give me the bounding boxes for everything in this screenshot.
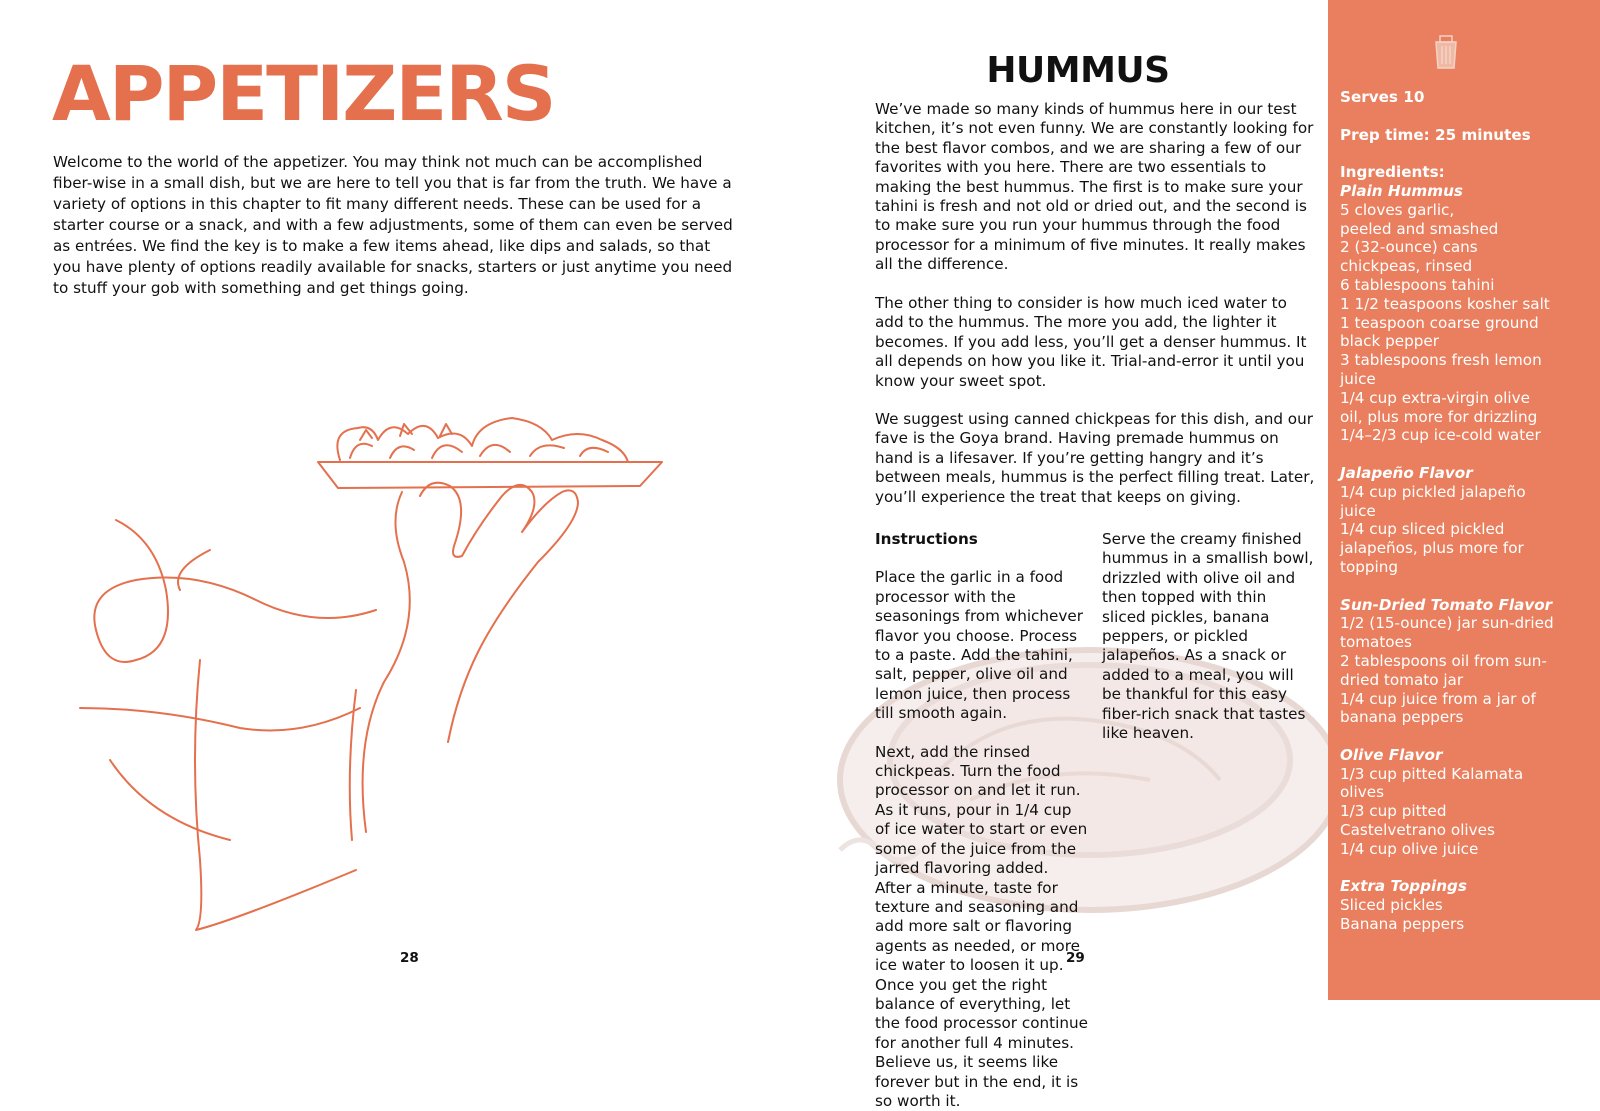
- ingredient-line: 1 1/2 teaspoons kosher salt: [1340, 294, 1550, 313]
- intro-paragraph-3: We suggest using canned chickpeas for this dish, and our fave is the Goya brand. Having premade hummus on hand is a lifesaver. If you’re getting hangry and it’s between meals, hummus is the perfect filling treat. Later, you’ll experience the treat that keeps on giving.: [875, 410, 1315, 506]
- ingredient-line: 1/3 cup pitted Kalamata: [1340, 764, 1524, 783]
- ingredient-line: oil, plus more for drizzling: [1340, 407, 1538, 426]
- ingredient-line: 1/4 cup olive juice: [1340, 839, 1479, 858]
- ingredient-line: peeled and smashed: [1340, 219, 1499, 238]
- ingredient-line: 1/4–2/3 cup ice-cold water: [1340, 426, 1541, 445]
- right-page: [820, 0, 1328, 1110]
- instruction-step-3: Serve the creamy finished hummus in a smallish bowl, drizzled with olive oil and then topped with thin sliced pickles, banana peppers, or pickled jalapeños. As a snack or added to a meal, you will be thankful for this easy fiber-rich snack that tastes like heaven.: [1102, 530, 1314, 743]
- ingredient-group-heading: Plain Hummus: [1340, 181, 1463, 200]
- ingredient-line: 2 tablespoons oil from sun-: [1340, 651, 1547, 670]
- ingredient-line: jalapeños, plus more for: [1340, 539, 1524, 558]
- ingredient-line: 3 tablespoons fresh lemon: [1340, 351, 1542, 370]
- instructions-column-2: [1102, 530, 1314, 762]
- page-number-right: 29: [1066, 950, 1085, 966]
- instruction-step-1: Place the garlic in a food processor with the seasonings from whichever flavor you choose. Process to a paste. Add the tahini, salt, pepper, olive oil and lemon juice, then process till smooth again.: [875, 568, 1083, 723]
- intro-paragraph-1: We’ve made so many kinds of hummus here in our test kitchen, it’s not even funny. We are constantly looking for the best flavor combos, and we are sharing a few of our favorites with you here. There are two essentials to making the best hummus. The first is to make sure your tahini is fresh and not old or dried out, and the second is to make sure you run your hummus through the food processor for a minimum of five minutes. It really makes all the difference.: [875, 100, 1314, 274]
- ingredient-group-heading: Olive Flavor: [1340, 745, 1443, 764]
- ingredient-line: 1 teaspoon coarse ground: [1340, 313, 1539, 332]
- instructions-heading: Instructions: [875, 530, 978, 548]
- ingredient-line: 5 cloves garlic,: [1340, 200, 1455, 219]
- waiter-hand-tray-illustration: [60, 400, 700, 960]
- ingredient-line: 1/4 cup sliced pickled: [1340, 520, 1505, 539]
- ingredient-line: Sliced pickles: [1340, 896, 1443, 915]
- page-number-left: 28: [400, 950, 419, 966]
- serves: Serves 10: [1340, 88, 1425, 106]
- chapter-title: APPETIZERS: [52, 49, 555, 138]
- kitchen-tools-icon: [1430, 32, 1462, 70]
- ingredient-line: chickpeas, rinsed: [1340, 257, 1473, 276]
- ingredient-line: olives: [1340, 783, 1384, 802]
- ingredient-group-heading: Sun-Dried Tomato Flavor: [1340, 595, 1553, 614]
- ingredients-label: Ingredients:: [1340, 163, 1445, 182]
- ingredient-line: 1/4 cup pickled jalapeño: [1340, 482, 1526, 501]
- ingredient-line: Banana peppers: [1340, 915, 1465, 934]
- ingredient-line: topping: [1340, 557, 1399, 576]
- recipe-details: [1340, 88, 1598, 934]
- ingredient-line: 6 tablespoons tahini: [1340, 275, 1495, 294]
- ingredient-line: 1/2 (15-ounce) jar sun-dried: [1340, 614, 1554, 633]
- left-page: [0, 0, 820, 1000]
- ingredient-line: banana peppers: [1340, 708, 1464, 727]
- ingredient-line: black pepper: [1340, 332, 1439, 351]
- ingredients-sidebar: [1328, 0, 1600, 1000]
- ingredient-line: juice: [1340, 369, 1376, 388]
- intro-paragraph-2: The other thing to consider is how much iced water to add to the hummus. The more you add, the lighter it becomes. If you add less, you’ll get a denser hummus. It all depends on how you like it. Trial-and-error it until you know your sweet spot.: [875, 294, 1307, 390]
- ingredient-line: 1/3 cup pitted: [1340, 802, 1447, 821]
- ingredient-line: tomatoes: [1340, 633, 1412, 652]
- ingredient-line: 2 (32-ounce) cans: [1340, 238, 1478, 257]
- ingredient-line: dried tomato jar: [1340, 670, 1464, 689]
- instruction-step-2: Next, add the rinsed chickpeas. Turn the food processor on and let it run. As it runs, pour in 1/4 cup of ice water to start or even some of the juice from the jarred flavoring added. After a minute, taste for texture and seasoning and add more salt or flavoring agents as needed, or more ice water to loosen it up. Once you get the right balance of everything, let the food processor continue for another full 4 minutes. Believe us, it seems like forever but in the end, it is so worth it.: [875, 742, 1088, 1110]
- ingredient-group-heading: Extra Toppings: [1340, 877, 1467, 896]
- ingredient-group-heading: Jalapeño Flavor: [1340, 463, 1473, 482]
- prep-time: Prep time: 25 minutes: [1340, 125, 1531, 144]
- ingredient-line: 1/4 cup extra-virgin olive: [1340, 388, 1530, 407]
- chapter-intro: Welcome to the world of the appetizer. You may think not much can be accomplished fiber-wise in a small dish, but we are here to tell you that is far from the truth. We have a variety of options in this chapter to fit many different needs. These can be used for a starter course or a snack, and with a few adjustments, some of them can even be served as entrées. We find the key is to make a few items ahead, like dips and salads, so that you have plenty of options readily available for snacks, starters or just anytime you need to stuff your gob with something and get things going.: [53, 153, 733, 297]
- ingredient-line: Castelvetrano olives: [1340, 821, 1495, 840]
- recipe-title: HUMMUS: [986, 50, 1170, 91]
- ingredient-groups: [1340, 182, 1598, 934]
- ingredient-line: juice: [1340, 501, 1376, 520]
- ingredient-line: 1/4 cup juice from a jar of: [1340, 689, 1536, 708]
